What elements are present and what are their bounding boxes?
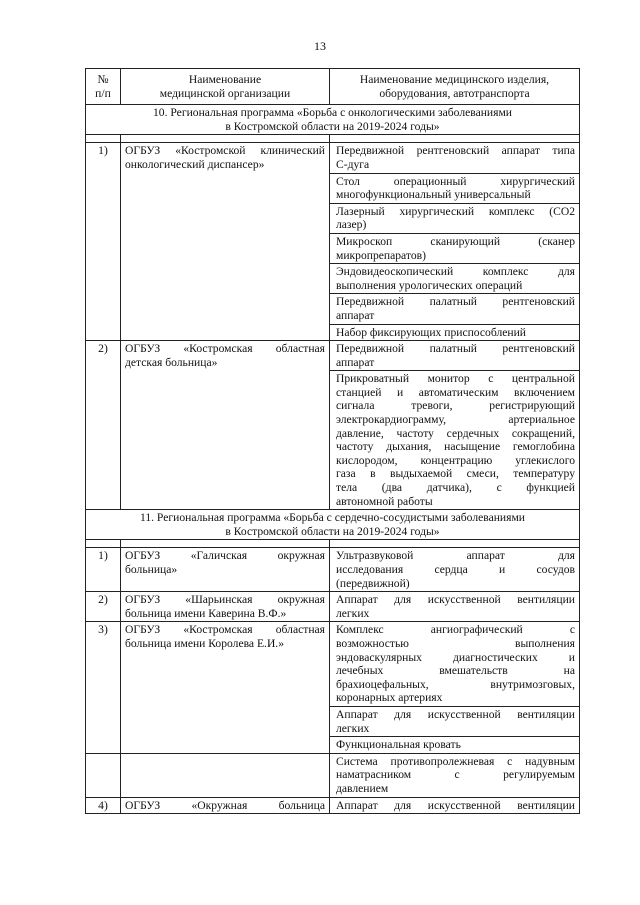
equipment-item: Аппарат для искусственной вентиляции легких: [336, 593, 575, 620]
equipment-list: [330, 797, 580, 814]
equipment-item: Микроскоп сканирующий (сканер микропрепаратов): [330, 234, 579, 264]
equipment-item: Ультразвуковой аппарат для исследования сердца и сосудов (передвижной): [336, 549, 575, 590]
equipment-item: Лазерный хирургический комплекс (СО2 лазер): [330, 204, 579, 234]
equipment-list: [330, 341, 580, 510]
header-number: № п/п: [86, 69, 121, 105]
equipment-table: [85, 68, 580, 814]
organization-name: ОГБУЗ «Окружная больница: [121, 797, 330, 814]
table-row: [86, 753, 580, 797]
equipment-item: Передвижной рентгеновский аппарат типа С-дуга: [330, 143, 579, 173]
row-number: 1): [86, 143, 121, 341]
section-row: [86, 105, 580, 135]
table-row: [86, 797, 580, 814]
equipment-list: [330, 143, 580, 341]
table-row: [86, 548, 580, 592]
equipment-item: Передвижной палатный рентгеновский аппарат: [330, 294, 579, 324]
row-number: 3): [86, 622, 121, 753]
header-equipment: Наименование медицинского изделия, оборудования, автотранспорта: [330, 69, 580, 105]
equipment-item: Прикроватный монитор с центральной станцией и автоматическим включением сигнала тревоги, регистрирующий электрокардиограмму, артериальное давление, частоту сердечных сокращений, частоту дыхания, насыщение гемоглобина кислородом, концентрацию углекислого газа в выдыхаемой смеси, температуру тела (два датчика), с функцией автономной работы: [336, 372, 575, 508]
row-number: 4): [86, 797, 121, 814]
equipment-list: [330, 592, 580, 622]
organization-name: ОГБУЗ «Костромской клинический онкологический диспансер»: [121, 143, 330, 341]
organization-name: ОГБУЗ «Костромская областная больница имени Королева Е.И.»: [121, 622, 330, 753]
row-number: 1): [86, 548, 121, 592]
equipment-item: Стол операционный хирургический многофункциональный универсальный: [330, 174, 579, 204]
table-row: [86, 341, 580, 510]
table-row: [86, 135, 580, 143]
row-number: 2): [86, 341, 121, 510]
table-header-row: [86, 69, 580, 105]
organization-name: ОГБУЗ «Костромская областная детская больница»: [121, 341, 330, 510]
organization-name: ОГБУЗ «Шарьинская окружная больница имени Каверина В.Ф.»: [121, 592, 330, 622]
table-row: [86, 592, 580, 622]
header-organization: Наименование медицинской организации: [121, 69, 330, 105]
equipment-item: Система противопролежневая с надувным наматрасником с регулируемым давлением: [336, 754, 575, 795]
equipment-item: Набор фиксирующих приспособлений: [336, 325, 526, 339]
organization-name: ОГБУЗ «Галичская окружная больница»: [121, 548, 330, 592]
equipment-item: Функциональная кровать: [336, 738, 461, 752]
table-row: [86, 143, 580, 341]
section-title-10: 10. Региональная программа «Борьба с онкологическими заболеваниями в Костромской области на 2019-2024 годы»: [86, 105, 580, 135]
page-number: 13: [314, 39, 326, 53]
equipment-item: Комплекс ангиографический с возможностью выполнения эндоваскулярных диагностических и лечебных вмешательств на брахиоцефальных, внутримозговых, коронарных артериях: [330, 622, 579, 707]
table-row: [86, 540, 580, 548]
table-row: [86, 622, 580, 753]
section-row: [86, 510, 580, 540]
equipment-list: [330, 753, 580, 797]
equipment-item: Передвижной палатный рентгеновский аппарат: [330, 341, 579, 371]
equipment-item: Эндовидеоскопический комплекс для выполнения урологических операций: [330, 264, 579, 294]
equipment-item: Аппарат для искусственной вентиляции: [336, 798, 575, 812]
equipment-list: [330, 622, 580, 753]
equipment-list: [330, 548, 580, 592]
equipment-item: Аппарат для искусственной вентиляции легких: [330, 707, 579, 737]
row-number: 2): [86, 592, 121, 622]
section-title-11: 11. Региональная программа «Борьба с сердечно-сосудистыми заболеваниями в Костромской области на 2019-2024 годы»: [86, 510, 580, 540]
